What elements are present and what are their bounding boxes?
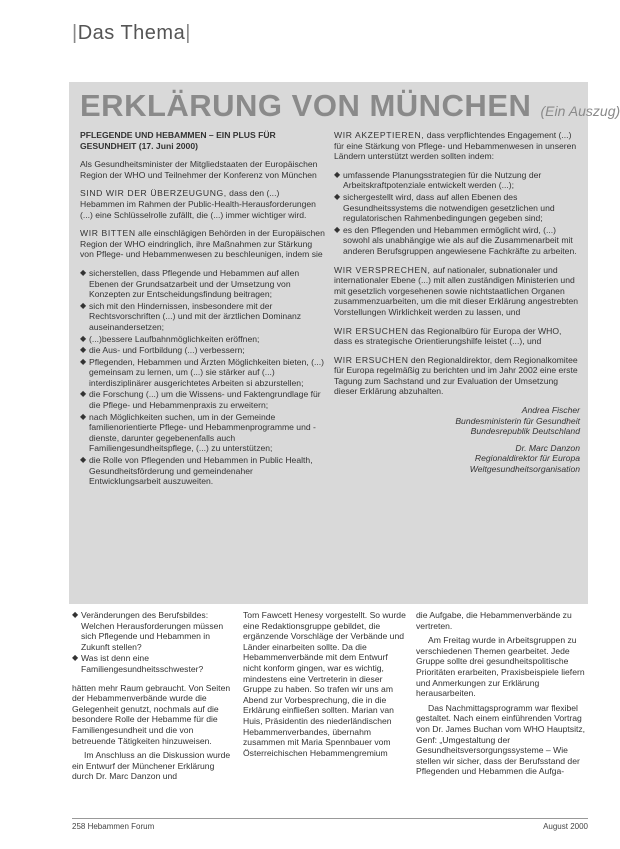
promise-lead: WIR VERSPRECHEN, <box>334 264 431 275</box>
request-list <box>80 268 326 487</box>
diamond-bullet-icon: ◆ <box>80 267 87 277</box>
declaration-title <box>80 88 620 124</box>
article-column-3 <box>416 610 586 781</box>
diamond-bullet-icon: ◆ <box>80 333 87 343</box>
footer-date: August 2000 <box>543 822 588 831</box>
list-item-text: die Rolle von Pflegenden und Hebammen in Public Health, Gesundheitsförderung und gemeindenaher Entwicklungsarbeit auszuweiten. <box>89 455 313 487</box>
article-column-2 <box>243 610 406 762</box>
list-item <box>80 389 326 410</box>
list-item <box>80 455 326 487</box>
footer-page-info: 258 Hebammen Forum <box>72 822 155 831</box>
ask-paragraph <box>334 326 580 347</box>
list-item <box>80 268 326 300</box>
promise-paragraph <box>334 265 580 318</box>
article-paragraph: die Aufgabe, die Hebammenverbände zu vertreten. <box>416 610 572 631</box>
section-header: |Das Thema| <box>72 22 191 44</box>
declaration-column-left <box>80 130 326 495</box>
ask2-lead: WIR ERSUCHEN <box>334 354 409 365</box>
list-item-text: Veränderungen des Berufsbildes: Welchen Herausforderungen müssen sich Pflegende und Hebammen in Zukunft stellen? <box>81 610 224 652</box>
intro-paragraph: Als Gesundheitsminister der Mitgliedstaaten der Europäischen Region der WHO und Teilnehmer der Konferenz von München <box>80 159 318 180</box>
signatory-title: Regionaldirektor für Europa <box>474 453 580 464</box>
diamond-bullet-icon: ◆ <box>334 224 341 234</box>
signature-block-2 <box>334 443 580 475</box>
list-item <box>80 334 326 345</box>
accept-text: dass verpflichtendes Engagement (...) für eine Stärkung von Pflege- und Hebammenwesen in unseren Ländern unterstützt werden sollten indem: <box>334 130 577 162</box>
list-item-text: es den Pflegenden und Hebammen ermöglicht wird, (...) sowohl als unabhängige wie als auf die Zusammenarbeit mit anderen Berufsgruppen angewiesene Fachkräfte zu arbeiten. <box>343 224 577 256</box>
title-subtitle: (Ein Auszug) <box>540 103 620 119</box>
promise-text: auf nationaler, subnationaler und internationaler Ebene (...) mit allen zuständigen Ministerien und mit gesetzlich vorgesehenen sowie nichtstaatlichen Organen zusammenzuarbeiten, um die mit dieser Erklärung angestrebten Vorstellungen Wirklichkeit werden zu lassen, und <box>334 264 579 317</box>
list-item <box>72 610 232 652</box>
list-item-text: umfassende Planungsstrategien für die Nutzung der Arbeitskraftpotenziale entwickelt werden (...); <box>343 169 542 191</box>
diamond-bullet-icon: ◆ <box>80 300 87 310</box>
signature-block-1 <box>334 405 580 437</box>
conviction-paragraph <box>80 188 326 220</box>
signatory-name: Andrea Fischer <box>521 405 580 416</box>
page-footer <box>72 818 588 831</box>
article-paragraph: Tom Fawcett Henesy vorgestellt. So wurde eine Redaktionsgruppe gebildet, die ergänzende Vorschläge der Verbände und Länder einarbeiten sollte. Da die Hebammenverbände mit dem Entwurf nicht konform gingen, war es wichtig, mindestens eine Vertreterin in dieser Gruppe zu haben. So trafen wir uns am Abend zur Vorbesprechung, die in die Erklärung einfließen sollten. Marian van Huis, Präsidentin des niederländischen Hebammenverbandes, übernahm zusammen mit Maria Spennbauer vom Österreichischen Hebammengremium <box>243 610 406 758</box>
article-column-1 <box>72 610 232 786</box>
list-item <box>72 653 232 674</box>
signatory-name: Dr. Marc Danzon <box>515 442 580 453</box>
diamond-bullet-icon: ◆ <box>72 610 79 619</box>
title-main: ERKLÄRUNG VON MÜNCHEN <box>80 88 532 123</box>
list-item <box>80 357 326 389</box>
list-item <box>334 170 580 191</box>
diamond-bullet-icon: ◆ <box>334 169 341 179</box>
section-title: Das Thema <box>77 22 186 44</box>
diamond-bullet-icon: ◆ <box>334 191 341 201</box>
ask-text: das Regionalbüro für Europa der WHO, dass es strategische Orientierungshilfe leistet (...), und <box>334 325 562 347</box>
accept-list <box>334 170 580 257</box>
question-list <box>72 610 232 675</box>
diamond-bullet-icon: ◆ <box>80 356 87 366</box>
list-item <box>80 301 326 333</box>
request-lead: WIR BITTEN <box>80 228 136 239</box>
accept-paragraph <box>334 130 580 162</box>
list-item <box>80 345 326 356</box>
conviction-text: dass den (...) Hebammen im Rahmen der Public-Health-Herausforderungen (...) eine Schlüsselrolle zufällt, die (...) immer wichtiger wird. <box>80 188 316 220</box>
conviction-lead: SIND WIR DER ÜBERZEUGUNG, <box>80 188 227 199</box>
request-paragraph <box>80 228 326 260</box>
list-item <box>334 192 580 224</box>
list-item-text: sichergestellt wird, dass auf allen Ebenen des Gesundheitssystems die notwendigen gesetzlichen und regulatorischen Rahmenbedingungen gegeben sind; <box>343 191 555 224</box>
list-item <box>80 412 326 454</box>
list-item-text: die Aus- und Fortbildung (...) verbessern; <box>89 345 245 356</box>
signatory-title: Weltgesundheitsorganisation <box>469 464 580 475</box>
list-item-text: sich mit den Hindernissen, insbesondere mit der Rechtsvorschriften (...) und mit der ärztlichen Dominanz auseinandersetzen; <box>89 300 302 332</box>
article-paragraph: Im Anschluss an die Diskussion wurde ein Entwurf der Münchener Erklärung durch Dr. Marc Danzon und <box>72 750 231 782</box>
diamond-bullet-icon: ◆ <box>80 411 87 421</box>
diamond-bullet-icon: ◆ <box>80 389 87 399</box>
list-item-text: Was ist denn eine Familiengesundheitsschwester? <box>81 653 204 674</box>
list-item-text: sicherstellen, dass Pflegende und Hebammen auf allen Ebenen der Grundsatzarbeit und der Umsetzung von Konzepten zur Entscheidungsfindung beitragen; <box>89 267 300 300</box>
list-item-text: Pflegenden, Hebammen und Ärzten Möglichkeiten bieten, (...) gemeinsam zu lernen, um (...) sie stärker auf (...) interdisziplinärer ausgerichtetes Arbeiten si abzurstellen; <box>89 356 325 388</box>
list-item <box>334 225 580 257</box>
list-item-text: nach Möglichkeiten suchen, um in der Gemeinde familienorientierte Pflege- und Hebammenprogramme und -dienste, darunter gegebenenfalls auch Familiengesundheitspflege, (...) zu unterstützen; <box>89 411 316 454</box>
list-item-text: die Forschung (...) um die Wissens- und Faktengrundlage für die Pflege- und Hebammenpraxis zu erweitern; <box>89 389 321 411</box>
signatory-title: Bundesministerin für Gesundheit <box>455 415 580 426</box>
diamond-bullet-icon: ◆ <box>80 345 87 355</box>
diamond-bullet-icon: ◆ <box>72 653 79 663</box>
article-paragraph: Das Nachmittagsprogramm war flexibel gestaltet. Nach einem einführenden Vortrag von Dr. James Buchan vom WHO Hauptsitz, Genf: „Umgestaltung der Gesundheitsversorgungssysteme – Wie stellen wir sicher, dass der Berufsstand der Pflegenden und Hebammen die Aufga- <box>416 702 586 777</box>
ask-lead: WIR ERSUCHEN <box>334 325 409 336</box>
article-paragraph: Am Freitag wurde in Arbeitsgruppen zu verschiedenen Themen gearbeitet. Jede Gruppe sollte drei gesundheitspolitische Prioritäten erarbeiten, Praxisbeispiele liefern und Anmerkungen zur Erklärung herausarbeiten. <box>416 635 585 699</box>
declaration-column-right <box>334 130 580 475</box>
diamond-bullet-icon: ◆ <box>80 455 87 465</box>
ask2-text: den Regionaldirektor, dem Regionalkomitee für Europa regelmäßig zu berichten und im Jahr 2002 eine erste Tagung zum Sachstand und zur Evaluation der Umsetzung dieser Erklärung abzuhalten. <box>334 354 578 397</box>
list-item-text: (...)bessere Laufbahnmöglichkeiten eröffnen; <box>89 333 260 344</box>
declaration-heading: PFLEGENDE UND HEBAMMEN – EIN PLUS FÜR GESUNDHEIT (17. Juni 2000) <box>80 130 276 151</box>
ask2-paragraph <box>334 355 580 397</box>
accept-lead: WIR AKZEPTIEREN, <box>334 130 425 140</box>
article-paragraph: hätten mehr Raum gebraucht. Von Seiten der Hebammenverbände wurde die Gelegenheit genutzt, nochmals auf die besondere Rolle der Hebamme für die Familiengesundheit und die von betreuende Tätigkeiten hinzuweisen. <box>72 682 231 746</box>
request-text: alle einschlägigen Behörden in der Europäischen Region der WHO eindringlich, ihre Maßnahmen zur Stärkung von Pflege- und Hebammenwesen zu beschleunigen, indem sie <box>80 228 325 260</box>
signatory-title: Bundesrepublik Deutschland <box>470 426 580 437</box>
